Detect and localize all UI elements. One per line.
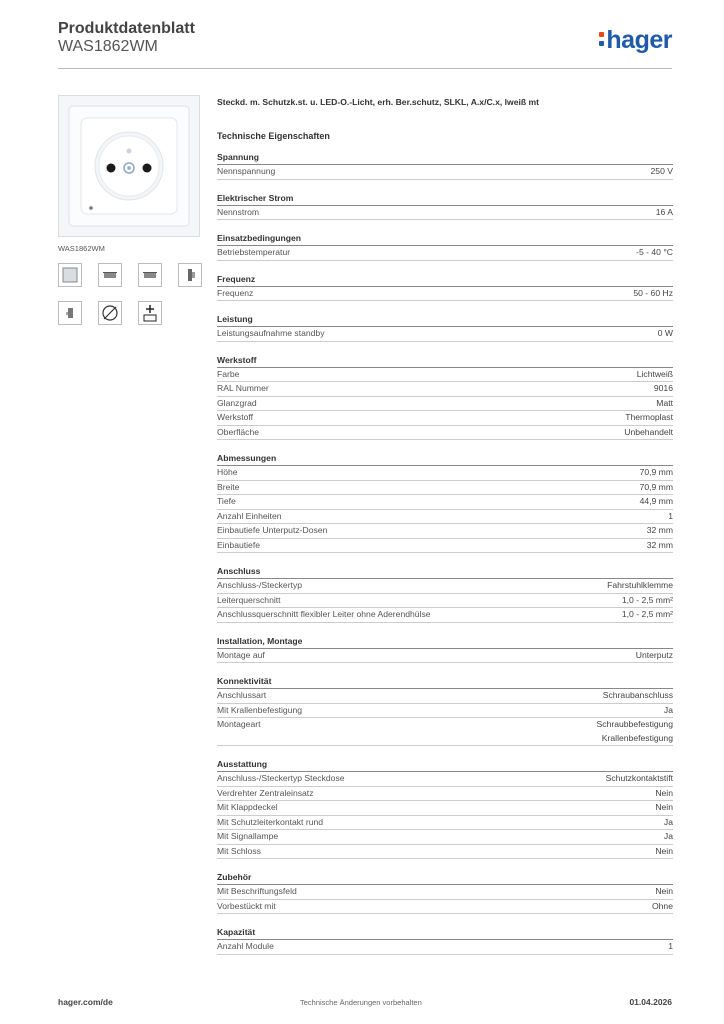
section-title: Ausstattung: [217, 758, 673, 772]
spec-row: [217, 368, 673, 383]
mounting-icon[interactable]: [178, 263, 202, 287]
section-title: Anschluss: [217, 565, 673, 579]
spec-label: RAL Nummer: [217, 383, 269, 393]
spec-value: Schutzkontaktstift: [605, 773, 673, 783]
spec-value: Nein: [655, 802, 673, 812]
hager-logo: hager: [599, 26, 672, 55]
spec-row: [217, 524, 673, 539]
spec-value: Matt: [656, 397, 673, 408]
spec-section: [217, 354, 673, 441]
spec-label: Anschlussquerschnitt flexibler Leiter ohne Aderendhülse: [217, 609, 431, 619]
spec-row: [217, 510, 673, 525]
product-image: [58, 95, 200, 237]
spec-row: [217, 206, 673, 221]
spec-value: 32 mm: [646, 525, 673, 535]
spec-label: Mit Schloss: [217, 845, 261, 856]
spec-row: [217, 772, 673, 787]
spec-row: [217, 539, 673, 554]
spec-section: [217, 635, 673, 664]
section-title: Abmessungen: [217, 452, 673, 466]
spec-row: [217, 579, 673, 594]
spec-label: Anschluss-/Steckertyp Steckdose: [217, 773, 345, 783]
spec-value: 1,0 - 2,5 mm²: [621, 594, 673, 605]
spec-value: 0 W: [657, 328, 673, 338]
spec-label: Montageart: [217, 719, 261, 729]
logo-dots-icon: [599, 32, 604, 46]
spec-label: Mit Krallenbefestigung: [217, 704, 303, 715]
earth-icon[interactable]: [138, 301, 162, 325]
section-title: Konnektivität: [217, 675, 673, 689]
section-title: Kapazität: [217, 926, 673, 940]
spec-label: Leistungsaufnahme standby: [217, 328, 325, 338]
spec-row: [217, 466, 673, 481]
spec-value: 1,0 - 2,5 mm²: [621, 609, 673, 619]
spec-value: Ohne: [651, 900, 673, 911]
spec-section: [217, 273, 673, 302]
spec-value: 70,9 mm: [639, 481, 673, 492]
spec-row: [217, 885, 673, 900]
spec-value: 1: [668, 941, 673, 951]
spec-value: 32 mm: [646, 539, 673, 550]
footer-website[interactable]: hager.com/de: [58, 997, 113, 1007]
section-title: Leistung: [217, 313, 673, 327]
spec-label: Verdrehter Zentraleinsatz: [217, 787, 314, 798]
spec-row: [217, 787, 673, 802]
spec-value: 9016: [653, 383, 673, 393]
spec-value: 250 V: [650, 166, 673, 176]
spec-value: Fahrstuhlklemme: [607, 580, 673, 590]
spec-label: Höhe: [217, 467, 238, 477]
spec-value: Schraubbefestigung Krallenbefestigung: [596, 719, 673, 743]
tech-heading: Technische Eigenschaften: [217, 131, 330, 141]
spec-row: [217, 481, 673, 496]
spec-value: -5 - 40 °C: [636, 247, 673, 257]
section-title: Spannung: [217, 151, 673, 165]
product-code: WAS1862WM: [58, 38, 158, 55]
spec-label: Oberfläche: [217, 426, 260, 437]
main-content: [217, 96, 673, 967]
spec-row: [217, 287, 673, 302]
spec-row: [217, 704, 673, 719]
section-title: Zubehör: [217, 871, 673, 885]
spec-section: [217, 675, 673, 746]
spec-label: Montage auf: [217, 649, 265, 660]
module-icon[interactable]: [58, 301, 82, 325]
spec-section: [217, 313, 673, 342]
product-caption: WAS1862WM: [58, 244, 105, 253]
spec-section: [217, 758, 673, 859]
spec-row: [217, 801, 673, 816]
section-title: Installation, Montage: [217, 635, 673, 649]
spec-row: [217, 246, 673, 261]
spec-section: [217, 926, 673, 955]
spec-row: [217, 689, 673, 704]
spec-row: [217, 411, 673, 426]
spec-value: Nein: [655, 787, 673, 798]
spec-row: [217, 649, 673, 664]
side-view-icon[interactable]: [138, 263, 162, 287]
spec-value: Nein: [655, 886, 673, 896]
section-title: Elektrischer Strom: [217, 192, 673, 206]
spec-section: [217, 871, 673, 914]
spec-value: Ja: [663, 704, 673, 715]
spec-label: Anzahl Einheiten: [217, 510, 282, 521]
no-screw-icon[interactable]: [98, 301, 122, 325]
spec-value: Thermoplast: [625, 412, 673, 422]
spec-label: Anschluss-/Steckertyp: [217, 580, 303, 590]
page-title: Produktdatenblatt: [58, 20, 195, 37]
spec-label: Glanzgrad: [217, 397, 257, 408]
spec-row: [217, 830, 673, 845]
spec-row: [217, 608, 673, 623]
spec-value: Lichtweiß: [636, 368, 673, 379]
spec-label: Nennstrom: [217, 206, 260, 217]
spec-value: Ja: [663, 831, 673, 841]
header-divider: [58, 68, 672, 69]
spec-section: [217, 565, 673, 623]
spec-row: [217, 940, 673, 955]
spec-row: [217, 816, 673, 831]
spec-row: [217, 426, 673, 441]
spec-label: Einbautiefe Unterputz-Dosen: [217, 525, 328, 535]
spec-section: [217, 192, 673, 221]
spec-label: Mit Signallampe: [217, 831, 279, 841]
product-description: Steckd. m. Schutzk.st. u. LED-O.-Licht, erh. Ber.schutz, SLKL, A.x/C.x, lweiß mt: [217, 97, 540, 107]
spec-value: Unbehandelt: [624, 426, 673, 437]
spec-label: Einbautiefe: [217, 539, 261, 550]
spec-sections: [217, 151, 673, 955]
spec-label: Anzahl Module: [217, 941, 274, 951]
spec-row: [217, 594, 673, 609]
wall-socket-icon: [59, 96, 199, 236]
section-title: Werkstoff: [217, 354, 673, 368]
spec-value: Nein: [655, 845, 673, 856]
footer-date: 01.04.2026: [629, 997, 672, 1007]
spec-label: Mit Klappdeckel: [217, 802, 278, 812]
footer-notice: Technische Änderungen vorbehalten: [300, 998, 422, 1007]
spec-value: 70,9 mm: [639, 467, 673, 477]
socket-front-icon[interactable]: [58, 263, 82, 287]
spec-row: [217, 382, 673, 397]
spec-label: Farbe: [217, 368, 240, 379]
spec-label: Anschlussart: [217, 690, 267, 700]
spec-row: [217, 327, 673, 342]
spec-label: Frequenz: [217, 287, 254, 298]
section-title: Frequenz: [217, 273, 673, 287]
spec-label: Mit Schutzleiterkontakt rund: [217, 816, 324, 827]
side-view-icon[interactable]: [98, 263, 122, 287]
spec-row: [217, 165, 673, 180]
spec-label: Nennspannung: [217, 166, 276, 176]
spec-label: Leiterquerschnitt: [217, 594, 281, 605]
spec-value: Schraubanschluss: [602, 690, 673, 700]
spec-value: Unterputz: [635, 649, 673, 660]
spec-row: [217, 845, 673, 860]
spec-value: Ja: [663, 816, 673, 827]
spec-value: 1: [668, 510, 673, 521]
spec-row: [217, 397, 673, 412]
spec-section: [217, 151, 673, 180]
spec-row: [217, 495, 673, 510]
spec-section: [217, 232, 673, 261]
spec-row: [217, 900, 673, 915]
spec-label: Breite: [217, 481, 240, 492]
spec-label: Vorbestückt mit: [217, 900, 276, 911]
spec-label: Werkstoff: [217, 412, 253, 422]
spec-row: [217, 718, 673, 746]
section-title: Einsatzbedingungen: [217, 232, 673, 246]
spec-value: 44,9 mm: [639, 496, 673, 506]
spec-value: 16 A: [655, 206, 673, 217]
spec-value: 50 - 60 Hz: [633, 287, 673, 298]
spec-label: Betriebstemperatur: [217, 247, 291, 257]
spec-label: Mit Beschriftungsfeld: [217, 886, 297, 896]
spec-label: Tiefe: [217, 496, 236, 506]
spec-section: [217, 452, 673, 553]
